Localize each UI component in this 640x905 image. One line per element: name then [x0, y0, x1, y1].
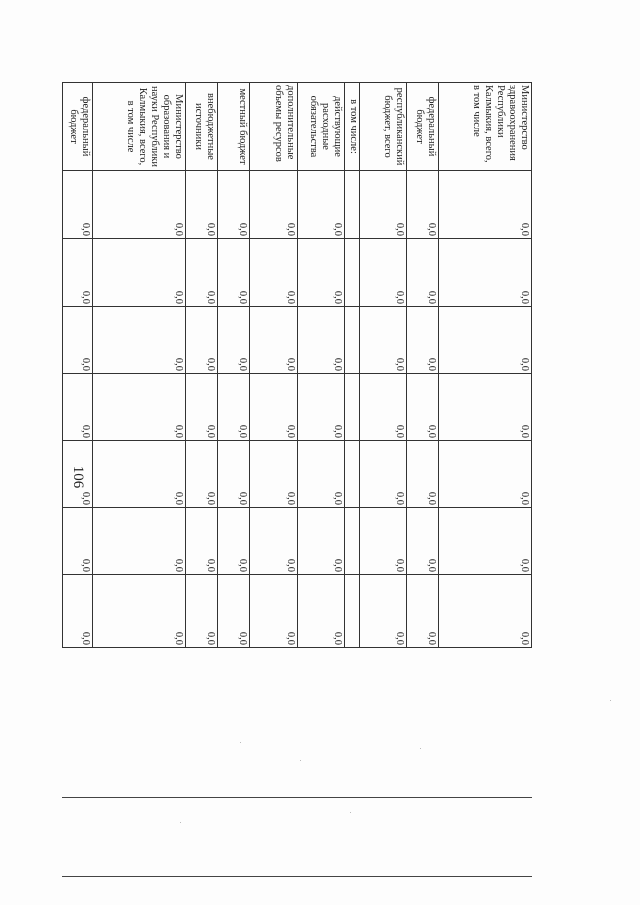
value-cell: 0,0	[185, 441, 217, 508]
value-cell: 0,0	[185, 307, 217, 374]
value-cell: 0,0	[407, 171, 439, 239]
value-cell: 0,0	[359, 171, 406, 239]
value-cell: 0,0	[185, 171, 217, 239]
value-cell: 0,0	[93, 441, 186, 508]
table-row	[93, 83, 186, 648]
page-number: 106	[70, 465, 86, 489]
value-cell: 0,0	[93, 374, 186, 441]
value-cell: 0,0	[407, 374, 439, 441]
value-cell: 0,0	[217, 441, 249, 508]
row-label: действующие расходные обязательства	[297, 83, 344, 171]
value-cell: 0,0	[439, 441, 532, 508]
table-inner	[62, 82, 532, 647]
horizontal-rule	[62, 876, 532, 877]
value-cell	[344, 575, 359, 648]
table-row	[359, 83, 406, 648]
scan-speck	[300, 760, 301, 761]
value-cell: 0,0	[63, 307, 93, 374]
row-label: федеральный бюджет	[63, 83, 93, 171]
value-cell: 0,0	[439, 239, 532, 307]
value-cell: 0,0	[407, 239, 439, 307]
value-cell: 0,0	[359, 374, 406, 441]
value-cell: 0,0	[359, 508, 406, 575]
value-cell: 0,0	[250, 239, 297, 307]
value-cell: 0,0	[407, 441, 439, 508]
scan-speck	[420, 748, 421, 749]
value-cell: 0,0	[297, 239, 344, 307]
row-label: Министерство образования и науки Республики Калмыкия, всего, в том числе	[93, 83, 186, 171]
value-cell: 0,0	[185, 374, 217, 441]
value-cell: 0,0	[185, 239, 217, 307]
row-label: Министерство здравоохранения Республики Калмыкия, всего, в том числе	[439, 83, 532, 171]
value-cell: 0,0	[439, 171, 532, 239]
value-cell: 0,0	[407, 307, 439, 374]
value-cell: 0,0	[439, 374, 532, 441]
horizontal-rule	[62, 797, 532, 798]
value-cell: 0,0	[250, 171, 297, 239]
value-cell: 0,0	[217, 374, 249, 441]
row-label: местный бюджет	[217, 83, 249, 171]
scan-speck	[350, 812, 351, 813]
row-label: республиканский бюджет, всего	[359, 83, 406, 171]
value-cell: 0,0	[63, 441, 93, 508]
value-cell: 0,0	[217, 508, 249, 575]
value-cell: 0,0	[250, 508, 297, 575]
value-cell: 0,0	[93, 239, 186, 307]
value-cell	[344, 374, 359, 441]
value-cell	[344, 508, 359, 575]
value-cell: 0,0	[217, 307, 249, 374]
value-cell: 0,0	[63, 239, 93, 307]
scan-speck	[610, 700, 611, 701]
value-cell: 0,0	[359, 239, 406, 307]
value-cell: 0,0	[407, 575, 439, 648]
value-cell: 0,0	[93, 575, 186, 648]
value-cell: 0,0	[297, 307, 344, 374]
value-cell: 0,0	[359, 575, 406, 648]
table-row	[297, 83, 344, 648]
value-cell: 0,0	[217, 239, 249, 307]
value-cell: 0,0	[250, 441, 297, 508]
table-rotated-container	[62, 82, 532, 647]
row-label: федеральный бюджет	[407, 83, 439, 171]
value-cell: 0,0	[250, 307, 297, 374]
value-cell	[344, 441, 359, 508]
value-cell: 0,0	[297, 575, 344, 648]
value-cell: 0,0	[93, 307, 186, 374]
value-cell: 0,0	[63, 171, 93, 239]
value-cell	[344, 171, 359, 239]
value-cell: 0,0	[297, 171, 344, 239]
scan-speck	[180, 822, 181, 823]
table-row	[407, 83, 439, 648]
value-cell: 0,0	[93, 171, 186, 239]
value-cell: 0,0	[185, 575, 217, 648]
row-label: дополнительные объемы ресурсов	[250, 83, 297, 171]
value-cell: 0,0	[93, 508, 186, 575]
value-cell	[344, 307, 359, 374]
value-cell: 0,0	[250, 374, 297, 441]
value-cell: 0,0	[439, 575, 532, 648]
row-label: внебюджетные источники	[185, 83, 217, 171]
value-cell: 0,0	[439, 307, 532, 374]
value-cell: 0,0	[217, 575, 249, 648]
table-row	[185, 83, 217, 648]
value-cell: 0,0	[63, 575, 93, 648]
scan-speck	[240, 742, 241, 743]
value-cell: 0,0	[63, 374, 93, 441]
row-label: в том числе:	[344, 83, 359, 171]
value-cell: 0,0	[63, 508, 93, 575]
value-cell: 0,0	[217, 171, 249, 239]
value-cell: 0,0	[439, 508, 532, 575]
value-cell: 0,0	[297, 374, 344, 441]
budget-table	[62, 82, 532, 648]
table-row	[217, 83, 249, 648]
table-body	[63, 83, 532, 648]
value-cell: 0,0	[250, 575, 297, 648]
value-cell: 0,0	[185, 508, 217, 575]
value-cell	[344, 239, 359, 307]
table-row	[63, 83, 93, 648]
value-cell: 0,0	[359, 307, 406, 374]
value-cell: 0,0	[297, 441, 344, 508]
value-cell: 0,0	[407, 508, 439, 575]
value-cell: 0,0	[297, 508, 344, 575]
value-cell: 0,0	[359, 441, 406, 508]
table-row	[250, 83, 297, 648]
table-row	[344, 83, 359, 648]
table-row	[439, 83, 532, 648]
